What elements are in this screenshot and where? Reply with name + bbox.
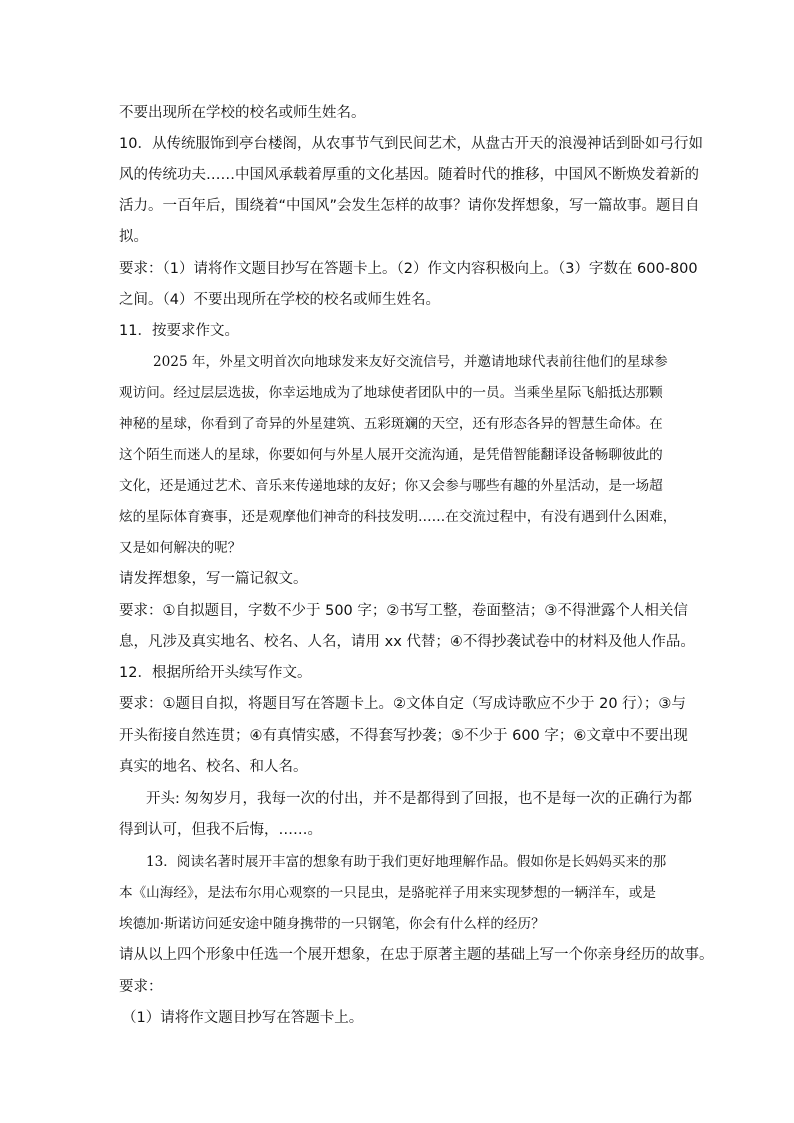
prompt-text-line: 这个陌生而迷人的星球，你要如何与外星人展开交流沟通，是凭借智能翻译设备畅聊彼此的: [119, 447, 663, 463]
requirements-line: 要求：①题目自拟，将题目写在答题卡上。②文体自定（写成诗歌应不少于 20 行）；③与: [119, 696, 686, 712]
prompt-text-line: 埃德加·斯诺访问延安途中随身携带的一只钢笔，你会有什么样的经历？: [119, 916, 545, 932]
instruction-line: 请从以上四个形象中任选一个展开想象，在忠于原著主题的基础上写一个你亲身经历的故事。: [119, 947, 714, 963]
requirements-label: 要求：: [119, 979, 163, 995]
text-line: 活力。一百年后，围绕着“中国风”会发生怎样的故事？请你发挥想象，写一篇故事。题目自: [119, 198, 700, 214]
text-line: 息，凡涉及真实地名、校名、人名，请用 xx 代替；④不得抄袭试卷中的材料及他人作品。: [119, 634, 695, 650]
prompt-text-line: 又是如何解决的呢？: [119, 540, 242, 556]
requirement-item: （1）请将作文题目抄写在答题卡上。: [122, 1010, 364, 1026]
text-line: 真实的地名、校名、和人名。: [119, 759, 308, 775]
requirements-line: 要求：（1）请将作文题目抄写在答题卡上。（2）作文内容积极向上。（3）字数在 600-800: [119, 261, 698, 277]
prompt-text-line: 2025 年，外星文明首次向地球发来友好交流信号，并邀请地球代表前往他们的星球参: [153, 354, 668, 370]
text-line: 得到认可，但我不后悔，……。: [119, 822, 322, 838]
instruction-line: 请发挥想象，写一篇记叙文。: [119, 571, 308, 587]
text-line: 拟。: [119, 229, 148, 245]
prompt-text-line: 文化，还是通过艺术、音乐来传递地球的友好；你又会参与哪些有趣的外星活动，是一场超: [119, 478, 663, 494]
requirements-line: 要求：①自拟题目，字数不少于 500 字；②书写工整，卷面整洁；③不得泄露个人相关信: [119, 603, 688, 619]
text-line: 不要出现所在学校的校名或师生姓名。: [119, 105, 366, 121]
prompt-text-line: 神秘的星球，你看到了奇异的外星建筑、五彩斑斓的天空，还有形态各异的智慧生命体。在: [119, 416, 663, 432]
prompt-text-line: 观访问。经过层层选拔，你幸运地成为了地球使者团队中的一员。当乘坐星际飞船抵达那颗: [119, 385, 663, 401]
question-12-line: 12．根据所给开头续写作文。: [119, 665, 312, 681]
opening-line: 开头: 匆匆岁月，我每一次的付出，并不是都得到了回报，也不是每一次的正确行为都: [146, 791, 692, 807]
question-11-line: 11．按要求作文。: [119, 323, 239, 339]
question-10-line: 10．从传统服饰到亭台楼阁，从农事节气到民间艺术，从盘古开天的浪漫神话到卧如弓行如: [119, 136, 703, 152]
text-line: 之间。（4）不要出现所在学校的校名或师生姓名。: [119, 292, 440, 308]
prompt-text-line: 本《山海经》，是法布尔用心观察的一只昆虫，是骆驼祥子用来实现梦想的一辆洋车，或是: [119, 885, 656, 901]
text-line: 风的传统功夫……中国风承载着厚重的文化基因。随着时代的推移，中国风不断焕发着新的: [119, 167, 699, 183]
text-line: 开头衔接自然连贯；④有真情实感，不得套写抄袭；⑤不少于 600 字；⑥文章中不要出现: [119, 728, 688, 744]
prompt-text-line: 炫的星际体育赛事，还是观摩他们神奇的科技发明……在交流过程中，有没有遇到什么困难，: [119, 509, 677, 525]
question-13-line: 13．阅读名著时展开丰富的想象有助于我们更好地理解作品。假如你是长妈妈买来的那: [146, 854, 667, 870]
